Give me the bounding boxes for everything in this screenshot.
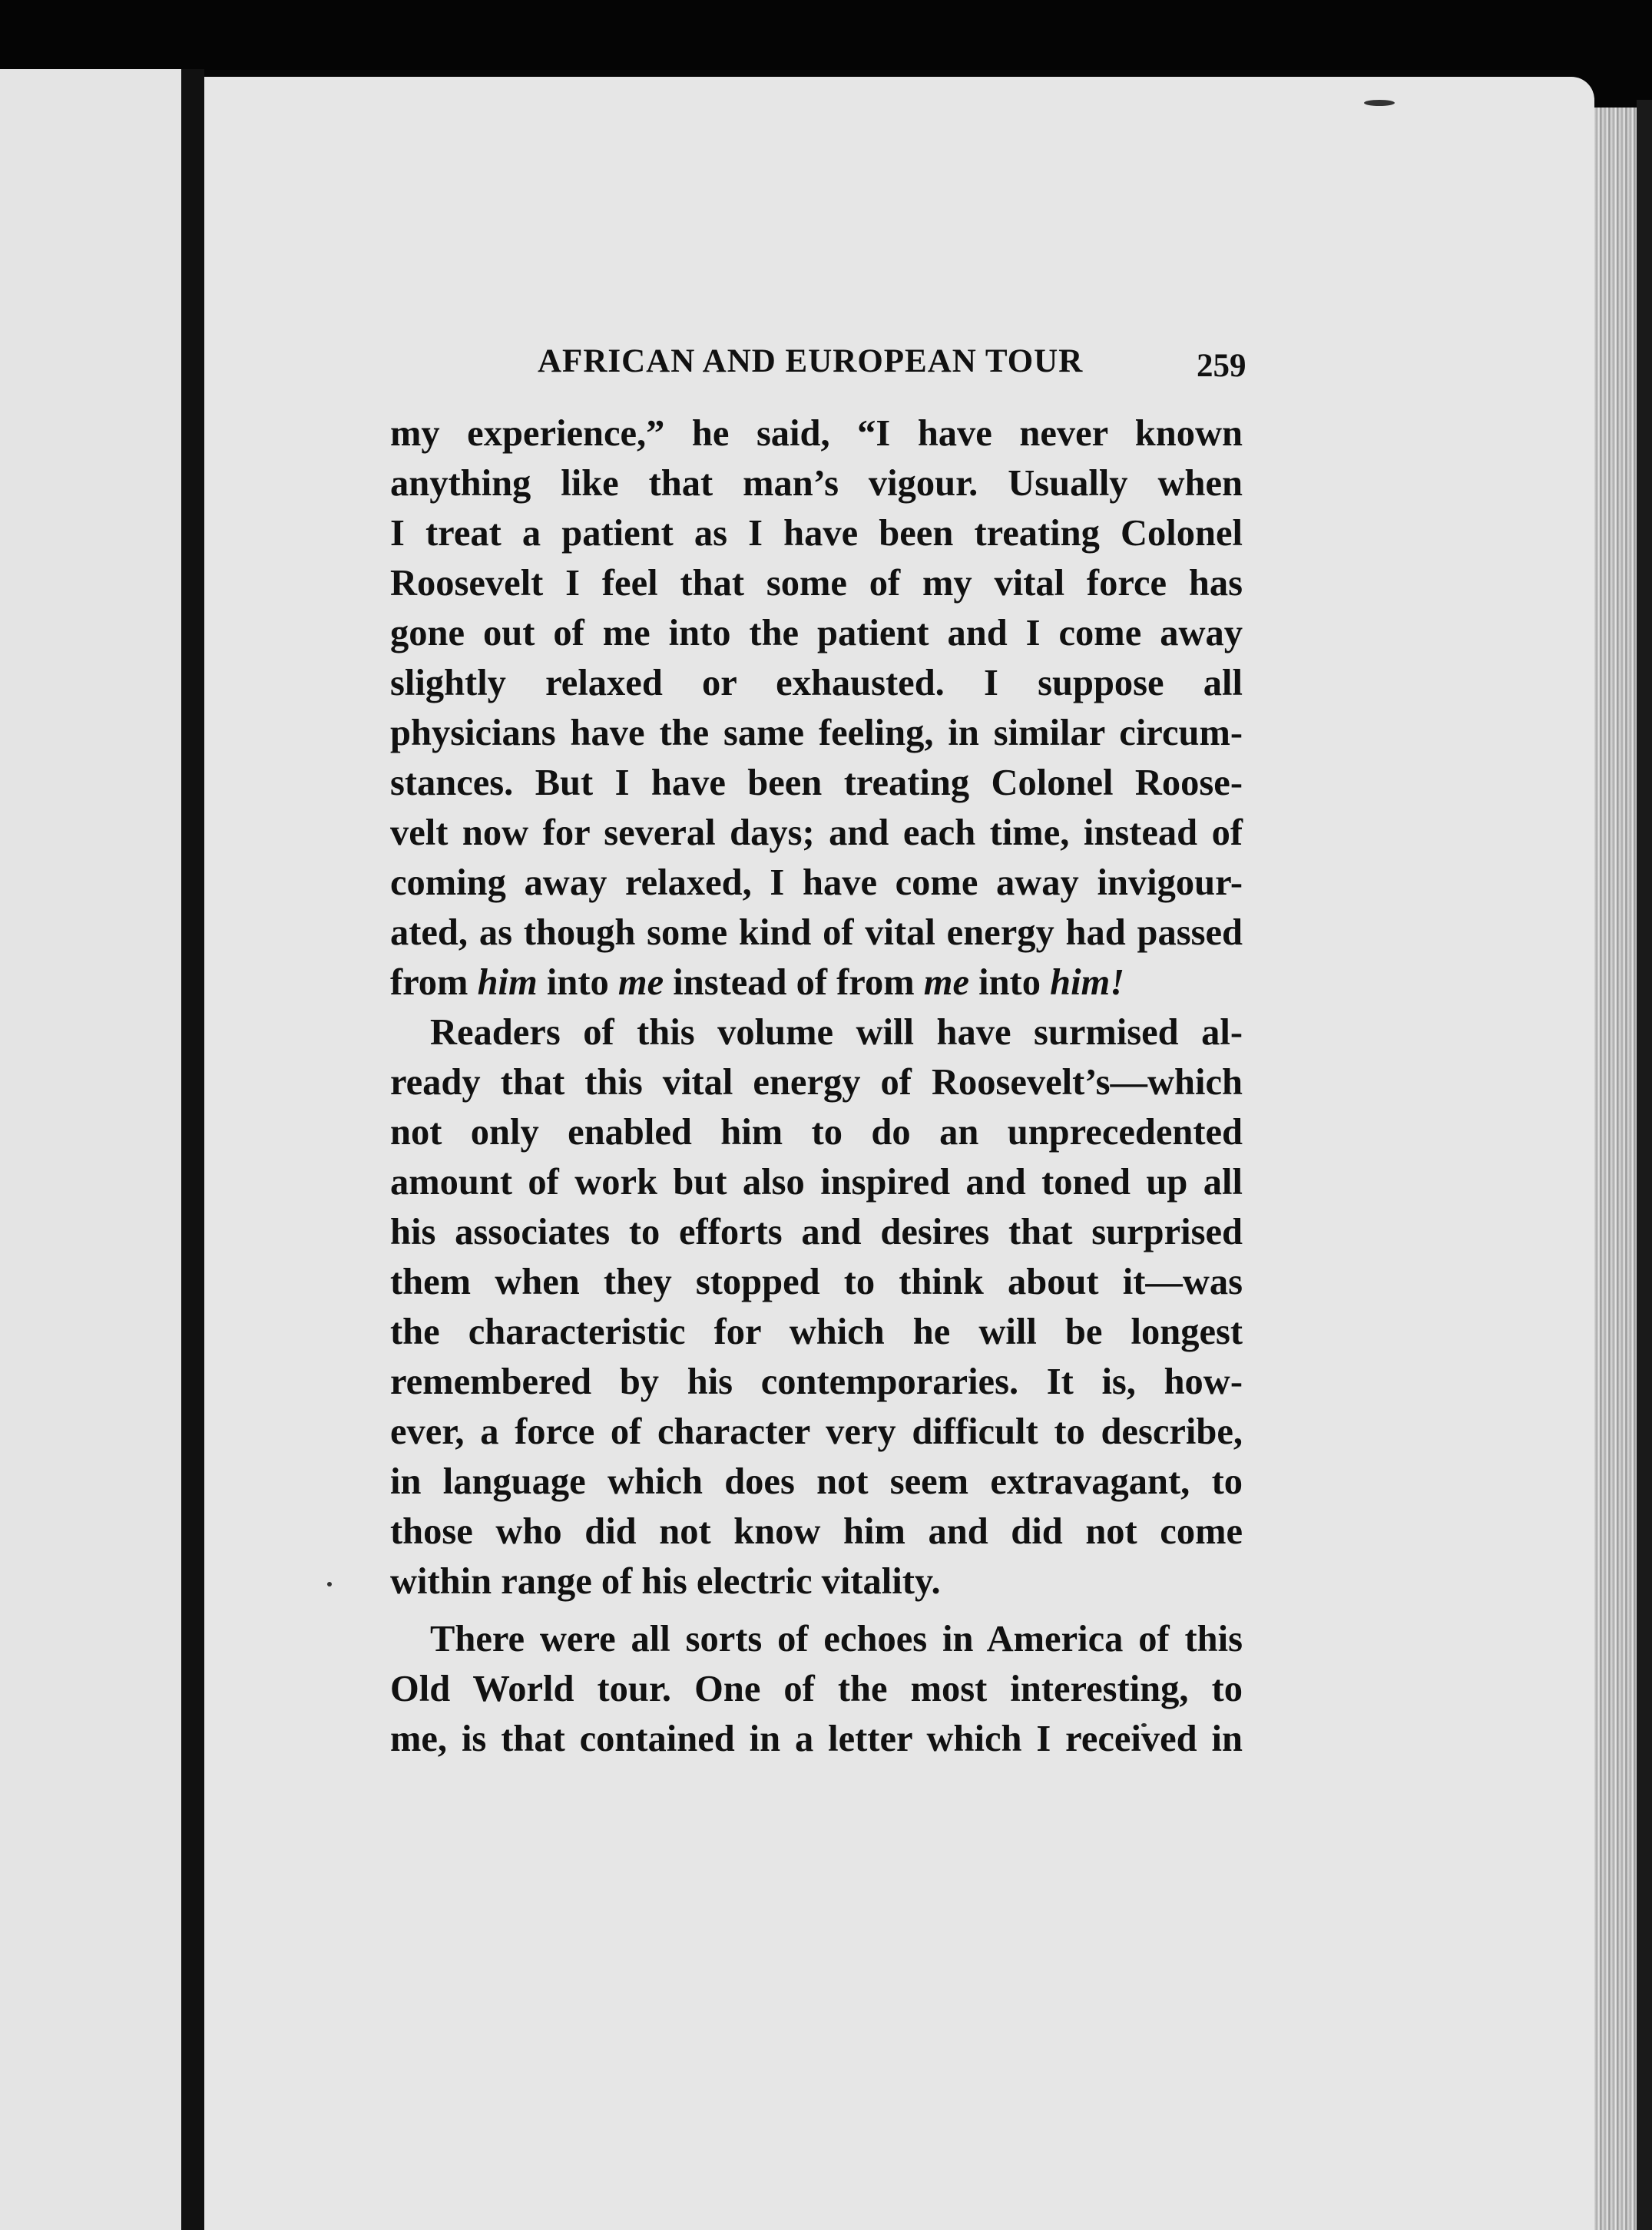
text-line: I treat a patient as I have been treating Colonel <box>390 513 1243 554</box>
italic-word: me <box>923 962 969 1003</box>
text-line: gone out of me into the patient and I come away <box>390 613 1243 653</box>
text-line: ated, as though some kind of vital energy had passed <box>390 912 1243 953</box>
text-line: anything like that man’s vigour. Usually when <box>390 463 1243 504</box>
page-speck <box>327 1582 332 1586</box>
text-line: Old World tour. One of the most interesting, to <box>390 1669 1243 1709</box>
text-line: There were all sorts of echoes in America of this <box>430 1619 1243 1659</box>
text-line: stances. But I have been treating Colonel Roose- <box>390 763 1243 803</box>
text-line: Readers of this volume will have surmised al- <box>430 1012 1243 1053</box>
page-number: 259 <box>1197 348 1246 384</box>
text-line: Roosevelt I feel that some of my vital force has <box>390 563 1243 604</box>
text-line: velt now for several days; and each time, instead of <box>390 812 1243 853</box>
text-line: not only enabled him to do an unprecedented <box>390 1112 1243 1153</box>
text-line: his associates to efforts and desires that surprised <box>390 1212 1243 1252</box>
text-line: the characteristic for which he will be longest <box>390 1312 1243 1352</box>
page-edge-shadow <box>1637 100 1652 2230</box>
facing-page <box>0 69 181 2230</box>
text-line: them when they stopped to think about it—was <box>390 1262 1243 1302</box>
page-speck <box>1364 100 1395 106</box>
text-line: ready that this vital energy of Roosevelt’s—which <box>390 1062 1243 1103</box>
book-gutter <box>181 69 204 2230</box>
text-run: into <box>968 962 1051 1003</box>
italic-word: me <box>617 962 664 1003</box>
italic-word: him! <box>1050 962 1125 1003</box>
text-line: remembered by his contemporaries. It is, how- <box>390 1361 1243 1402</box>
paragraph-gap <box>390 1606 1243 1614</box>
text-line: physicians have the same feeling, in similar circum- <box>390 713 1243 753</box>
text-line: in language which does not seem extravagant, to <box>390 1461 1243 1502</box>
text-line: coming away relaxed, I have come away invigour- <box>390 862 1243 903</box>
text-line: ever, a force of character very difficult to describe, <box>390 1411 1243 1452</box>
text-line-with-italics <box>390 958 1243 1007</box>
text-line: within range of his electric vitality. <box>390 1561 941 1602</box>
text-run: from <box>390 962 478 1003</box>
page-stack-edge <box>1594 108 1637 2230</box>
text-run: into <box>537 962 618 1003</box>
text-line: amount of work but also inspired and toned up all <box>390 1162 1243 1203</box>
running-head: AFRICAN AND EUROPEAN TOUR <box>538 343 1084 379</box>
italic-word: him <box>477 962 538 1003</box>
text-line: me, is that contained in a letter which I received in <box>390 1719 1243 1759</box>
text-run: instead of from <box>664 962 924 1003</box>
body-text <box>390 409 1243 1764</box>
text-line: those who did not know him and did not come <box>390 1511 1243 1552</box>
text-line: slightly relaxed or exhausted. I suppose all <box>390 663 1243 703</box>
text-line: my experience,” he said, “I have never known <box>390 413 1243 454</box>
